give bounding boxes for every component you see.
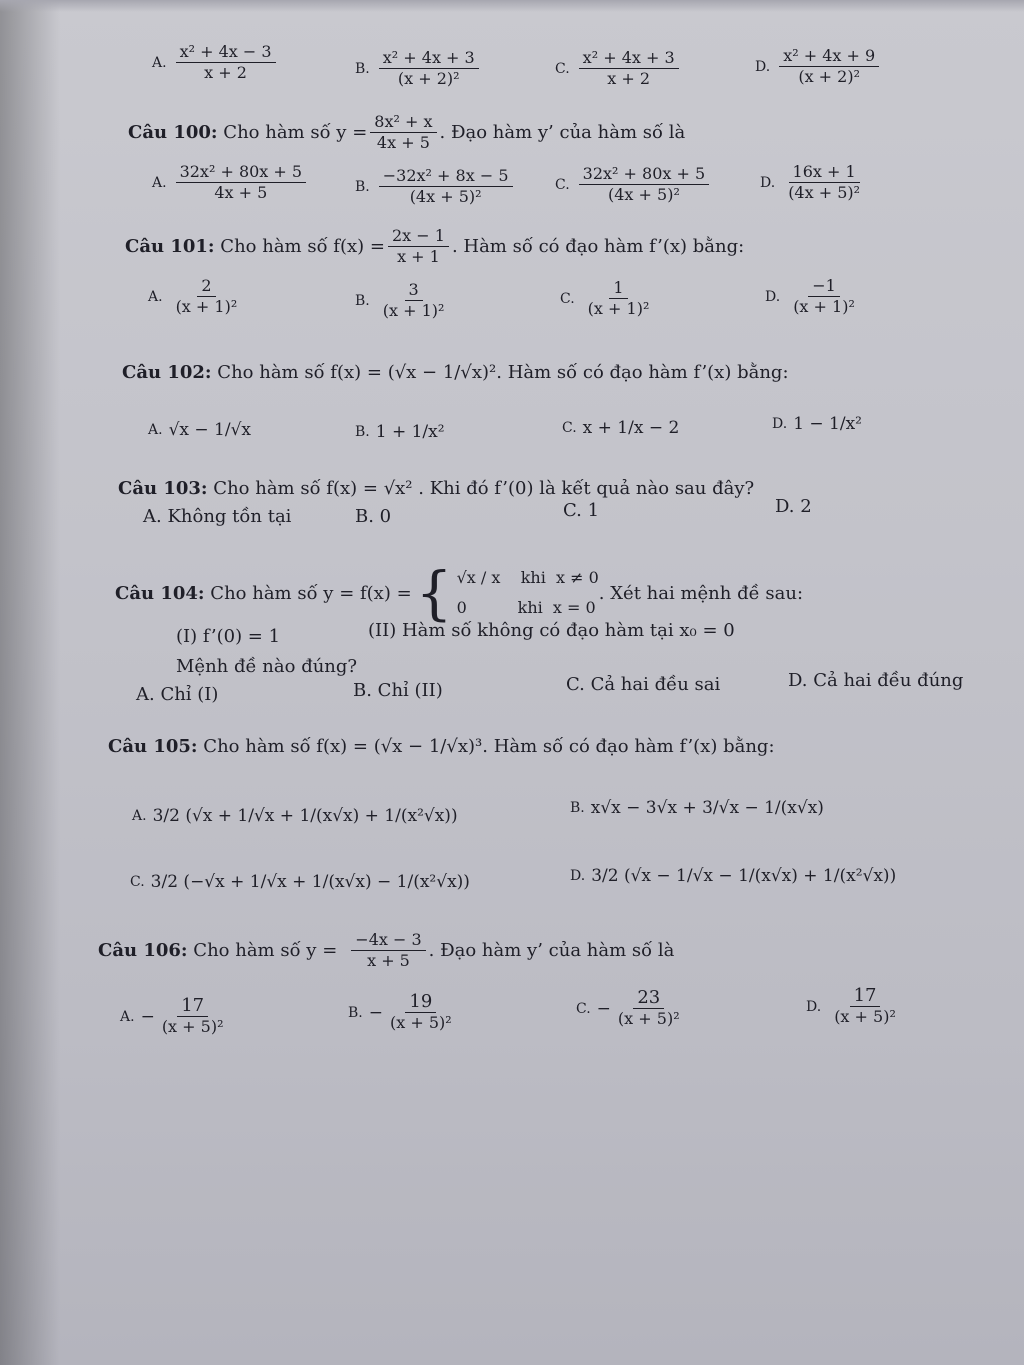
option-label: B. bbox=[355, 292, 370, 309]
answer-expression: 3/2 (√x + 1/√x + 1/(x√x) + 1/(x²√x)) bbox=[152, 806, 458, 826]
fraction bbox=[789, 276, 859, 317]
numerator: 19 bbox=[405, 992, 436, 1013]
q106-option-d bbox=[806, 986, 903, 1027]
denominator: 4x + 5 bbox=[376, 133, 430, 152]
numerator: x² + 4x − 3 bbox=[176, 42, 276, 63]
q102-option-b bbox=[355, 422, 445, 442]
denominator: (4x + 5)² bbox=[608, 185, 680, 204]
q99-option-c bbox=[555, 48, 682, 89]
answer-expression: 1 − 1/x² bbox=[793, 414, 863, 434]
statement-two: (II) Hàm số không có đạo hàm tại x₀ = 0 bbox=[368, 620, 735, 641]
question-number: Câu 100: bbox=[128, 122, 218, 143]
denominator: (x + 1)² bbox=[793, 297, 855, 316]
question-text: Cho hàm số f(x) = (√x − 1/√x)³ bbox=[203, 736, 483, 757]
option-label: A. bbox=[148, 422, 163, 438]
denominator: (x + 2)² bbox=[798, 67, 861, 86]
piecewise-cases bbox=[457, 563, 599, 623]
fraction bbox=[176, 42, 276, 83]
minus-sign: − bbox=[368, 1002, 383, 1023]
denominator: (x + 2)² bbox=[397, 69, 460, 88]
q104-option-d: D. Cả hai đều đúng bbox=[788, 670, 964, 691]
question-text: . Hàm số có đạo hàm f’(x) bằng: bbox=[496, 362, 789, 383]
option-label: C. bbox=[555, 176, 570, 193]
option-label: A. bbox=[132, 808, 147, 824]
minus-sign: − bbox=[596, 998, 611, 1019]
numerator: −1 bbox=[808, 276, 840, 297]
question-text: Cho hàm số y = f(x) = bbox=[210, 582, 412, 604]
q101-option-c bbox=[560, 278, 656, 319]
q104-option-b: B. Chỉ (II) bbox=[353, 680, 443, 701]
denominator: (x + 5)² bbox=[834, 1007, 896, 1026]
numerator: 16x + 1 bbox=[789, 162, 860, 183]
denominator: (4x + 5)² bbox=[788, 183, 861, 202]
option-label: C. bbox=[555, 60, 570, 77]
answer-expression: 1 + 1/x² bbox=[375, 422, 445, 442]
option-label: D. bbox=[765, 288, 781, 305]
option-label: D. bbox=[760, 174, 776, 191]
fraction bbox=[388, 226, 449, 267]
q106-option-b bbox=[348, 992, 459, 1033]
minus-sign: − bbox=[140, 1006, 155, 1027]
q105-option-d bbox=[570, 866, 896, 886]
case-one: √x / x khi x ≠ 0 bbox=[456, 568, 599, 587]
question-text: . Xét hai mệnh đề sau: bbox=[598, 582, 804, 604]
q104-option-c: C. Cả hai đều sai bbox=[566, 674, 721, 695]
question-text: Cho hàm số f(x) = (√x − 1/√x)² bbox=[217, 362, 497, 383]
numerator: 17 bbox=[850, 986, 881, 1007]
question-number: Câu 103: bbox=[118, 478, 208, 499]
fraction bbox=[370, 112, 436, 153]
question-text: . Đạo hàm y’ của hàm số là bbox=[428, 940, 675, 961]
q106-option-a bbox=[120, 996, 231, 1037]
brace-icon: { bbox=[415, 559, 453, 627]
q100-option-a bbox=[152, 162, 309, 203]
option-label: B. bbox=[570, 800, 585, 816]
option-label: A. bbox=[148, 288, 163, 305]
numerator: 23 bbox=[633, 988, 664, 1009]
question-number: Câu 106: bbox=[98, 940, 188, 961]
q102-option-c bbox=[562, 418, 679, 438]
answer-expression: x√x − 3√x + 3/√x − 1/(x√x) bbox=[590, 798, 824, 818]
option-label: B. bbox=[355, 424, 370, 440]
denominator: x + 5 bbox=[367, 951, 410, 970]
page-fold bbox=[0, 0, 1024, 12]
numerator: −32x² + 8x − 5 bbox=[379, 166, 513, 187]
q100-option-c bbox=[555, 164, 712, 205]
q100-option-b bbox=[355, 166, 516, 207]
q102-option-d bbox=[772, 414, 862, 434]
question-text: Cho hàm số f(x) = √x² . Khi đó f’(0) là kết quả nào sau đây? bbox=[213, 478, 755, 499]
page-shadow bbox=[0, 0, 60, 1365]
denominator: x + 1 bbox=[397, 247, 440, 266]
denominator: x + 2 bbox=[607, 69, 651, 88]
question-text: . Đạo hàm y’ của hàm số là bbox=[439, 122, 686, 143]
numerator: 32x² + 80x + 5 bbox=[579, 164, 710, 185]
question-text: Cho hàm số f(x) = bbox=[220, 236, 385, 257]
fraction bbox=[172, 276, 242, 317]
question-100 bbox=[128, 112, 685, 153]
q102-option-a bbox=[148, 420, 251, 440]
question-106 bbox=[98, 930, 674, 971]
q101-option-b bbox=[355, 280, 451, 321]
denominator: (4x + 5)² bbox=[409, 187, 482, 206]
q103-option-b: B. 0 bbox=[355, 506, 392, 527]
numerator: x² + 4x + 9 bbox=[779, 46, 879, 67]
question-number: Câu 104: bbox=[115, 582, 205, 604]
option-label: D. bbox=[772, 416, 788, 432]
question-number: Câu 105: bbox=[108, 736, 198, 757]
q99-option-a bbox=[152, 42, 279, 83]
option-label: A. bbox=[152, 54, 167, 71]
question-text: Cho hàm số y = bbox=[193, 940, 338, 961]
option-label: B. bbox=[355, 60, 370, 77]
fraction bbox=[614, 988, 684, 1029]
numerator: 32x² + 80x + 5 bbox=[176, 162, 307, 183]
fraction bbox=[379, 48, 479, 89]
q106-option-c bbox=[576, 988, 687, 1029]
denominator: (x + 1)² bbox=[175, 297, 238, 316]
option-label: D. bbox=[755, 58, 771, 75]
denominator: (x + 1)² bbox=[587, 299, 650, 318]
fraction bbox=[158, 996, 228, 1037]
numerator: x² + 4x + 3 bbox=[379, 48, 479, 69]
numerator: 8x² + x bbox=[370, 112, 436, 133]
answer-expression: 3/2 (√x − 1/√x − 1/(x√x) + 1/(x²√x)) bbox=[591, 866, 897, 886]
answer-expression: x + 1/x − 2 bbox=[582, 418, 680, 438]
numerator: −4x − 3 bbox=[351, 930, 425, 951]
fraction bbox=[784, 162, 864, 203]
fraction bbox=[579, 48, 679, 89]
option-label: C. bbox=[560, 290, 575, 307]
denominator: x + 2 bbox=[204, 63, 247, 82]
question-102 bbox=[122, 362, 789, 383]
denominator: 4x + 5 bbox=[214, 183, 268, 202]
option-label: D. bbox=[570, 868, 586, 884]
denominator: (x + 5)² bbox=[617, 1009, 680, 1028]
case-two: 0 khi x = 0 bbox=[456, 598, 596, 617]
numerator: 1 bbox=[609, 278, 627, 299]
fraction bbox=[830, 986, 900, 1027]
fraction bbox=[579, 164, 710, 205]
question-105 bbox=[108, 736, 775, 757]
numerator: 2x − 1 bbox=[388, 226, 449, 247]
statement-one: (I) f’(0) = 1 bbox=[176, 626, 281, 647]
q101-option-a bbox=[148, 276, 244, 317]
q103-option-d: D. 2 bbox=[775, 496, 812, 517]
question-text: . Hàm số có đạo hàm f’(x) bằng: bbox=[451, 236, 745, 257]
fraction bbox=[779, 46, 879, 87]
fraction bbox=[379, 166, 513, 207]
option-label: D. bbox=[806, 998, 822, 1015]
numerator: 3 bbox=[405, 280, 423, 301]
option-label: B. bbox=[355, 178, 370, 195]
option-label: A. bbox=[120, 1008, 135, 1025]
q105-option-a bbox=[132, 806, 458, 826]
option-label: C. bbox=[562, 420, 577, 436]
question-number: Câu 102: bbox=[122, 362, 212, 383]
answer-expression: 3/2 (−√x + 1/√x + 1/(x√x) − 1/(x²√x)) bbox=[150, 872, 470, 892]
numerator: 17 bbox=[177, 996, 208, 1017]
question-101 bbox=[125, 226, 744, 267]
q105-option-b bbox=[570, 798, 824, 818]
q100-option-d bbox=[760, 162, 867, 203]
option-label: C. bbox=[130, 874, 145, 890]
fraction bbox=[386, 992, 456, 1033]
denominator: (x + 1)² bbox=[382, 301, 445, 320]
question-number: Câu 101: bbox=[125, 236, 215, 257]
fraction bbox=[584, 278, 654, 319]
answer-expression: √x − 1/√x bbox=[168, 420, 251, 440]
q99-option-b bbox=[355, 48, 482, 89]
q99-option-d bbox=[755, 46, 882, 87]
q104-option-a: A. Chỉ (I) bbox=[136, 684, 219, 705]
option-label: B. bbox=[348, 1004, 363, 1021]
option-label: C. bbox=[576, 1000, 591, 1017]
q101-option-d bbox=[765, 276, 862, 317]
question-104 bbox=[115, 559, 804, 627]
question-103 bbox=[118, 478, 754, 499]
numerator: x² + 4x + 3 bbox=[579, 48, 679, 69]
denominator: (x + 5)² bbox=[390, 1013, 452, 1032]
q105-option-c bbox=[130, 872, 470, 892]
fraction bbox=[351, 930, 425, 971]
question-text: . Hàm số có đạo hàm f’(x) bằng: bbox=[482, 736, 775, 757]
fraction bbox=[379, 280, 449, 321]
question-prompt: Mệnh đề nào đúng? bbox=[176, 656, 358, 677]
fraction bbox=[176, 162, 307, 203]
option-label: A. bbox=[152, 174, 167, 191]
q103-option-a: A. Không tồn tại bbox=[143, 506, 292, 527]
question-text: Cho hàm số y = bbox=[223, 122, 368, 143]
q103-option-c: C. 1 bbox=[563, 500, 600, 521]
denominator: (x + 5)² bbox=[161, 1017, 224, 1036]
numerator: 2 bbox=[197, 276, 215, 297]
